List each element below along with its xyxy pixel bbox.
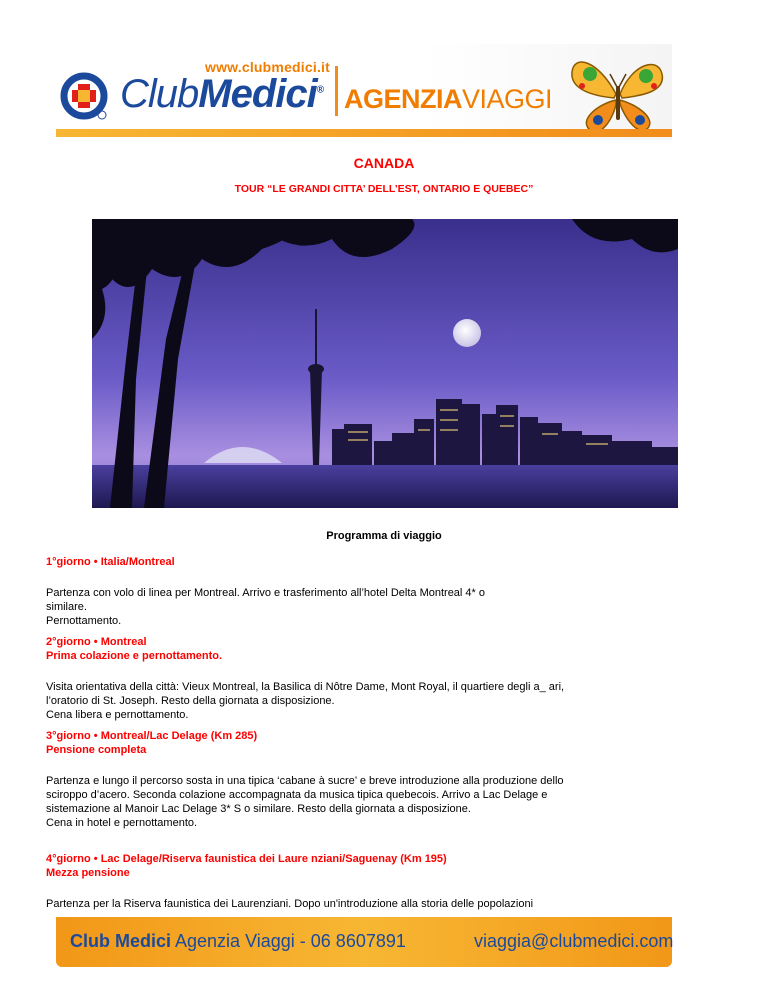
day-4-line-1: Partenza per la Riserva faunistica dei Laurenziani. Dopo un'introduzione alla storia delle popolazioni bbox=[46, 898, 534, 910]
day-1-line-2: similare. bbox=[46, 601, 87, 613]
day-3-line-1: Partenza e lungo il percorso sosta in una tipica ‘cabane à sucre’ e breve introduzione alla produzione dello bbox=[46, 775, 564, 787]
website-url: www.clubmedici.it bbox=[205, 59, 331, 75]
day-4-subheading: Mezza pensione bbox=[46, 867, 130, 879]
day-2-subheading: Prima colazione e pernottamento. bbox=[46, 650, 223, 662]
footer-phone: Agenzia Viaggi - 06 8607891 bbox=[171, 931, 406, 951]
day-1-line-3: Pernottamento. bbox=[46, 615, 122, 627]
footer-email[interactable]: viaggia@clubmedici.com bbox=[474, 931, 674, 951]
day-3-line-3: sistemazione al Manoir Lac Delage 3* S o similare. Resto della giornata a disposizione. bbox=[46, 803, 471, 815]
day-2-heading: 2°giorno • Montreal bbox=[46, 636, 147, 648]
day-3-heading: 3°giorno • Montreal/Lac Delage (Km 285) bbox=[46, 730, 258, 742]
day-3-line-2: sciroppo d’acero. Seconda colazione accompagnata da musica tipica quebecois. Arrivo a Lac Delage e bbox=[46, 789, 548, 801]
day-3-line-4: Cena in hotel e pernottamento. bbox=[46, 817, 198, 829]
moon-shape bbox=[453, 319, 481, 347]
brand-club: Club bbox=[120, 72, 199, 116]
day-3-subheading: Pensione completa bbox=[46, 744, 147, 756]
header-divider bbox=[335, 66, 338, 116]
viaggi-word: VIAGGI bbox=[462, 84, 553, 114]
registered-mark: ® bbox=[316, 84, 324, 96]
brand-name bbox=[120, 72, 323, 117]
day-2-line-2: l’oratorio di St. Joseph. Resto della giornata a disposizione. bbox=[46, 695, 335, 707]
header-orange-rule bbox=[56, 129, 672, 137]
day-3-section bbox=[46, 729, 564, 830]
agenzia-viaggi-label bbox=[344, 84, 552, 115]
program-heading: Programma di viaggio bbox=[326, 530, 442, 542]
toronto-skyline-photo bbox=[92, 219, 678, 508]
day-4-heading: 4°giorno • Lac Delage/Riserva faunistica dei Laure nziani/Saguenay (Km 195) bbox=[46, 853, 447, 865]
day-2-section bbox=[46, 635, 564, 722]
brand-medici: Medici bbox=[198, 72, 317, 116]
club-medici-logo-icon bbox=[58, 72, 114, 122]
day-1-line-1: Partenza con volo di linea per Montreal. Arrivo e trasferimento all’hotel Delta Montreal 4* o bbox=[46, 587, 486, 599]
tour-subtitle: TOUR “LE GRANDI CITTA’ DELL’EST, ONTARIO E QUEBEC” bbox=[234, 183, 534, 195]
day-2-line-3: Cena libera e pernottamento. bbox=[46, 709, 189, 721]
butterfly-logo-icon bbox=[568, 50, 668, 136]
page-title: CANADA bbox=[353, 155, 415, 171]
day-1-heading: 1°giorno • Italia/Montreal bbox=[46, 556, 175, 568]
footer-agency-contact bbox=[70, 931, 406, 952]
day-4-section bbox=[46, 852, 533, 911]
agenzia-word: AGENZIA bbox=[344, 84, 462, 114]
day-1-section bbox=[46, 555, 485, 628]
day-2-line-1: Visita orientativa della città: Vieux Montreal, la Basilica di Nôtre Dame, Mont Royal, il quartiere degli a_ ari, bbox=[46, 681, 565, 693]
footer-brand: Club Medici bbox=[70, 931, 172, 951]
